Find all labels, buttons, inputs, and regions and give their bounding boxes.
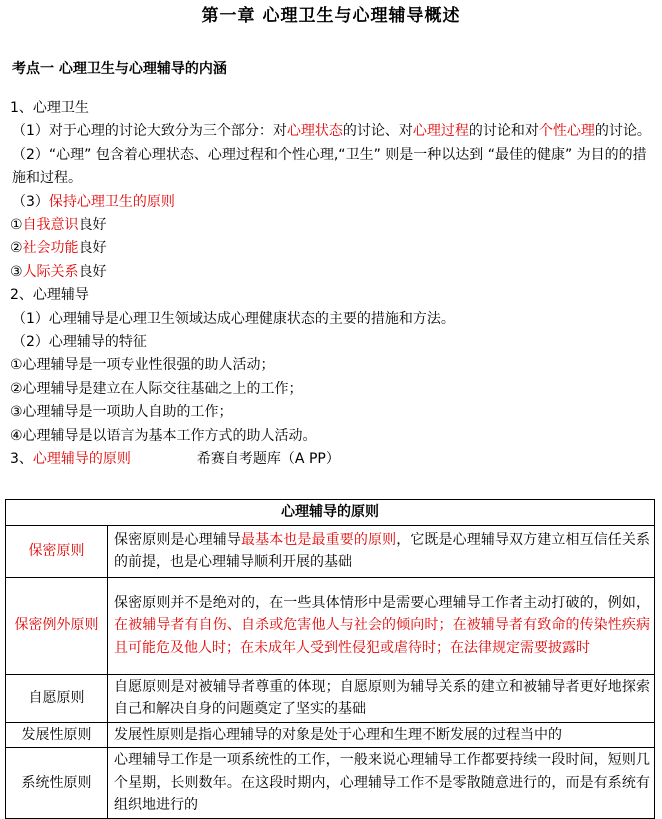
chapter-title: 第一章 心理卫生与心理辅导概述 <box>201 6 461 26</box>
list-item: ④心理辅导是以语言为基本工作方式的助人活动。 <box>10 427 317 444</box>
list-item: ③心理辅导是一项助人自助的工作； <box>10 404 233 421</box>
item-number: ③ <box>10 263 23 280</box>
principle-description: 心理辅导工作是一项系统性的工作，一般来说心理辅导工作都要持续一段时间，短则几个星期，长则数年。在这段时期内，心理辅导工作不是零散随意进行的，而是有系统有组织地进行的 <box>108 748 655 819</box>
principle-description <box>108 577 655 674</box>
text-segment: 的讨论、对 <box>342 123 413 140</box>
text-segment: 3、 <box>10 451 33 468</box>
paragraph-counseling-def: （1）心理辅导是心理卫生领域达成心理健康状态的主要的措施和方法。 <box>12 310 455 327</box>
heading-counseling-features: （2）心理辅导的特征 <box>12 334 147 351</box>
principle-name: 保密原则 <box>6 525 108 577</box>
heading-counseling: 2、心理辅导 <box>10 287 89 304</box>
text-segment: 保密原则是心理辅导 <box>114 531 241 548</box>
text-segment: 良好 <box>78 263 107 280</box>
principle-name: 系统性原则 <box>6 748 108 819</box>
principle-name: 保密例外原则 <box>6 577 108 674</box>
text-segment: 良好 <box>78 240 107 257</box>
table-header: 心理辅导的原则 <box>6 500 655 526</box>
principle-name: 发展性原则 <box>6 722 108 748</box>
highlight-most-important: 最基本也是最重要的原则 <box>240 531 397 548</box>
principle-description: 自愿原则是对被辅导者尊重的体现；自愿原则为辅导关系的建立和被辅导者更好地探索自己和解决自身的问题奠定了坚实的基础 <box>108 674 655 722</box>
heading-mental-hygiene: 1、心理卫生 <box>10 100 89 116</box>
text-segment: （3） <box>12 193 49 210</box>
table-row <box>6 525 655 577</box>
highlight-personality: 个性心理 <box>538 123 595 140</box>
highlight-mental-state: 心理状态 <box>286 123 343 140</box>
list-item <box>10 261 655 284</box>
principle-description: 发展性原则是指心理辅导的对象是处于心理和生理不断发展的过程当中的 <box>108 722 655 748</box>
text-segment: ，它既是心理辅导双方建立相互信任关系的前提，也是心理辅导顺利开展的基础 <box>114 531 651 570</box>
paragraph-three-parts <box>10 120 655 143</box>
text-segment: 的讨论。 <box>594 123 651 140</box>
table-row <box>6 577 655 674</box>
table-row <box>6 674 655 722</box>
item-number: ② <box>10 240 23 257</box>
highlight-hygiene-principles: 保持心理卫生的原则 <box>48 193 175 210</box>
text-segment: 的讨论和对 <box>468 123 539 140</box>
table-row <box>6 722 655 748</box>
text-segment: （1）对于心理的讨论大致分为三个部分：对 <box>12 123 287 140</box>
paragraph-definition: （2）“心理” 包含着心理状态、心理过程和个性心理,“卫生” 则是一种以达到 “最佳的健康” 为目的的措施和过程。 <box>12 146 647 187</box>
highlight-mental-process: 心理过程 <box>412 123 469 140</box>
highlight-relationships: 人际关系 <box>22 263 79 280</box>
content-body <box>10 97 655 472</box>
list-item: ②心理辅导是建立在人际交往基础之上的工作； <box>10 380 303 397</box>
list-item <box>10 214 655 237</box>
list-item <box>10 237 655 260</box>
item-number: ① <box>10 217 23 234</box>
heading-counseling-principles <box>10 448 655 471</box>
section-title: 考点一 心理卫生与心理辅导的内涵 <box>12 61 227 77</box>
highlight-counseling-principles: 心理辅导的原则 <box>32 451 131 468</box>
principle-name: 自愿原则 <box>6 674 108 722</box>
source-note: 希赛自考题库（A PP） <box>196 451 340 468</box>
text-segment: 保密原则并不是绝对的，在一些具体情形中是需要心理辅导工作者主动打破的，例如， <box>114 594 650 611</box>
text-segment: 良好 <box>78 217 107 234</box>
table-header-row <box>6 500 655 526</box>
highlight-social-function: 社会功能 <box>22 240 79 257</box>
principle-description <box>108 525 655 577</box>
highlight-self-awareness: 自我意识 <box>22 217 79 234</box>
list-item: ①心理辅导是一项专业性很强的助人活动； <box>10 357 275 374</box>
table-row <box>6 748 655 819</box>
heading-hygiene-principles <box>10 191 655 214</box>
highlight-exceptions: 在被辅导者有自伤、自杀或危害他人与社会的倾向时；在被辅导者有致命的传染性疾病且可能危及他人时；在未成年人受到性侵犯或虐待时；在法律规定需要披露时 <box>114 617 650 656</box>
principles-table <box>5 499 655 819</box>
